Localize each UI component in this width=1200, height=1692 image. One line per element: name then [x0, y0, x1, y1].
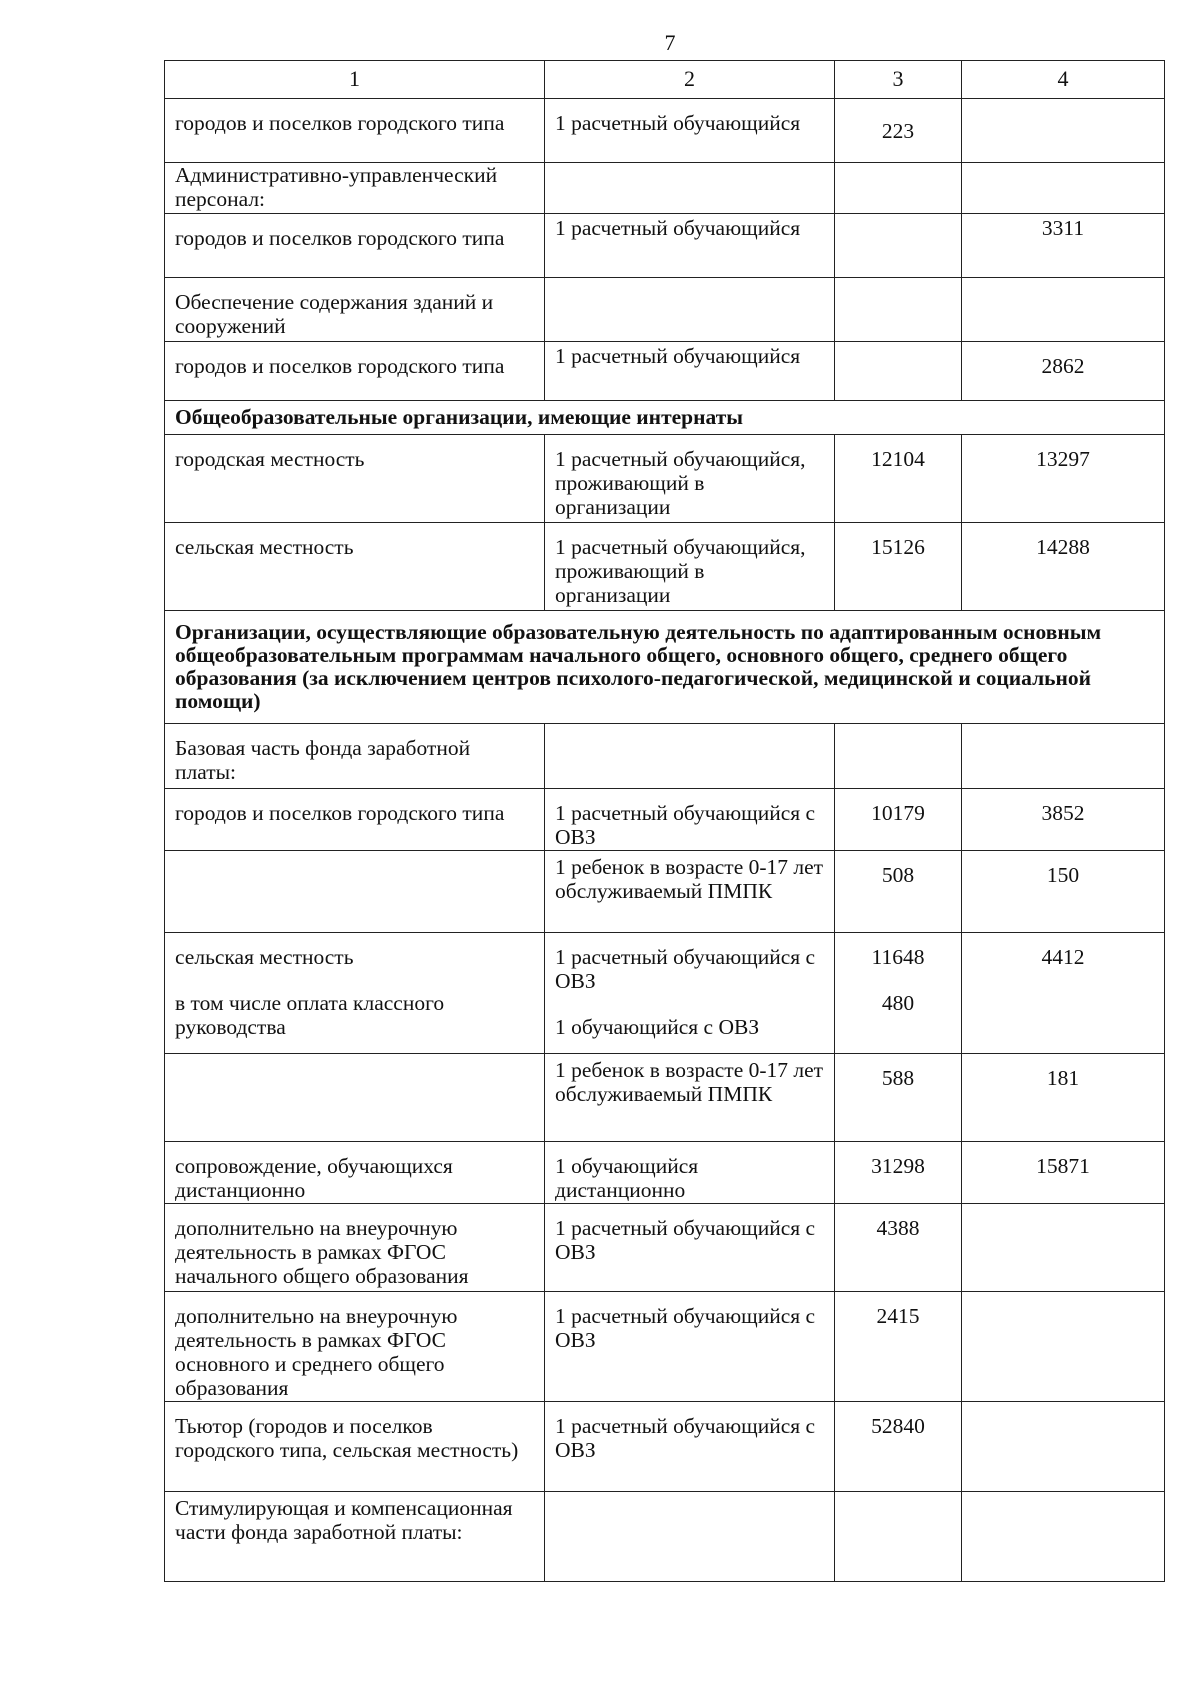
cell-value-3	[835, 342, 962, 401]
cell-category: сельская местность	[165, 523, 545, 611]
cell-unit: 1 расчетный обучающийся	[545, 99, 835, 163]
category-text: сельская местность	[175, 945, 354, 969]
table-row	[165, 1142, 1165, 1204]
value-text: 4412	[1041, 945, 1085, 969]
cell-value-3: 52840	[835, 1402, 962, 1492]
cell-value-3	[835, 278, 962, 342]
header-col-2: 2	[545, 61, 835, 99]
cell-unit: 1 расчетный обучающийся с ОВЗ	[545, 1402, 835, 1492]
section-header-row	[165, 611, 1165, 724]
cell-value-3	[835, 1492, 962, 1582]
cell-value-3: 31298	[835, 1142, 962, 1204]
cell-unit	[545, 278, 835, 342]
table-row	[165, 435, 1165, 523]
table-row	[165, 1204, 1165, 1292]
cell-category	[165, 851, 545, 933]
allocation-table	[164, 60, 1165, 1582]
cell-value-3: 4388	[835, 1204, 962, 1292]
cell-value-3	[835, 214, 962, 278]
cell-unit: 1 расчетный обучающийся, проживающий в организации	[545, 435, 835, 523]
cell-category: городов и поселков городского типа	[165, 342, 545, 401]
cell-value-4	[962, 163, 1165, 214]
cell-unit	[545, 163, 835, 214]
header-col-4: 4	[962, 61, 1165, 99]
section-title: Организации, осуществляющие образовательную деятельность по адаптированным основным общеобразовательным программам начального общего, основного общего, среднего общего образования (за исключением центров психолого-педагогической, медицинской и социальной помощи)	[165, 611, 1165, 724]
cell-unit: 1 расчетный обучающийся с ОВЗ	[545, 1292, 835, 1402]
cell-value-4	[962, 933, 1165, 1054]
value-subtext: 480	[881, 991, 915, 1015]
cell-category: Базовая часть фонда заработной платы:	[165, 724, 545, 789]
cell-category: городов и поселков городского типа	[165, 789, 545, 851]
table-row	[165, 523, 1165, 611]
cell-value-4	[962, 1402, 1165, 1492]
cell-category	[165, 1054, 545, 1142]
section-title: Общеобразовательные организации, имеющие интернаты	[165, 401, 1165, 435]
unit-text: 1 расчетный обучающийся с ОВЗ	[555, 945, 816, 993]
cell-value-3	[835, 724, 962, 789]
cell-value-3: 15126	[835, 523, 962, 611]
cell-value-4	[962, 1292, 1165, 1402]
cell-unit: 1 расчетный обучающийся	[545, 214, 835, 278]
table-row	[165, 724, 1165, 789]
cell-value-3	[835, 933, 962, 1054]
value-text: 11648	[871, 945, 925, 969]
cell-category: Административно-управленческий персонал:	[165, 163, 545, 214]
cell-value-4	[962, 1204, 1165, 1292]
table-row	[165, 214, 1165, 278]
cell-category	[165, 933, 545, 1054]
table-header-row	[165, 61, 1165, 99]
cell-value-4: 3311	[962, 214, 1165, 278]
cell-value-4: 2862	[962, 342, 1165, 401]
cell-value-3: 10179	[835, 789, 962, 851]
table-row	[165, 789, 1165, 851]
category-subtext: в том числе оплата классного руководства	[175, 991, 445, 1039]
table-row	[165, 1292, 1165, 1402]
cell-value-4: 13297	[962, 435, 1165, 523]
cell-category: Обеспечение содержания зданий и сооружений	[165, 278, 545, 342]
table-row	[165, 342, 1165, 401]
section-header-row	[165, 401, 1165, 435]
cell-category: городов и поселков городского типа	[165, 214, 545, 278]
cell-unit: 1 обучающийся дистанционно	[545, 1142, 835, 1204]
cell-value-4: 3852	[962, 789, 1165, 851]
table-row	[165, 1492, 1165, 1582]
cell-value-4: 14288	[962, 523, 1165, 611]
table-row	[165, 163, 1165, 214]
unit-subtext: 1 обучающийся с ОВЗ	[555, 1015, 760, 1039]
header-col-3: 3	[835, 61, 962, 99]
cell-value-4: 15871	[962, 1142, 1165, 1204]
page-number: 7	[664, 30, 676, 55]
cell-category: городская местность	[165, 435, 545, 523]
cell-value-4	[962, 724, 1165, 789]
header-col-1: 1	[165, 61, 545, 99]
cell-category: дополнительно на внеурочную деятельность в рамках ФГОС основного и среднего общего образования	[165, 1292, 545, 1402]
cell-category: городов и поселков городского типа	[165, 99, 545, 163]
cell-unit: 1 расчетный обучающийся с ОВЗ	[545, 1204, 835, 1292]
cell-unit: 1 ребенок в возрасте 0-17 лет обслуживаемый ПМПК	[545, 851, 835, 933]
cell-category: сопровождение, обучающихся дистанционно	[165, 1142, 545, 1204]
cell-unit	[545, 933, 835, 1054]
cell-value-3: 588	[835, 1054, 962, 1142]
cell-value-4	[962, 99, 1165, 163]
cell-value-3: 508	[835, 851, 962, 933]
cell-value-4	[962, 278, 1165, 342]
table-row	[165, 1402, 1165, 1492]
cell-value-4: 150	[962, 851, 1165, 933]
cell-value-4	[962, 1492, 1165, 1582]
cell-value-4: 181	[962, 1054, 1165, 1142]
cell-unit	[545, 1492, 835, 1582]
table-row	[165, 278, 1165, 342]
cell-unit: 1 расчетный обучающийся, проживающий в организации	[545, 523, 835, 611]
cell-value-3: 2415	[835, 1292, 962, 1402]
cell-category: дополнительно на внеурочную деятельность в рамках ФГОС начального общего образования	[165, 1204, 545, 1292]
cell-value-3: 223	[835, 99, 962, 163]
table-row	[165, 1054, 1165, 1142]
table-row	[165, 99, 1165, 163]
cell-value-3	[835, 163, 962, 214]
cell-unit: 1 расчетный обучающийся	[545, 342, 835, 401]
cell-category: Тьютор (городов и поселков городского типа, сельская местность)	[165, 1402, 545, 1492]
table-row	[165, 933, 1165, 1054]
cell-unit: 1 ребенок в возрасте 0-17 лет обслуживаемый ПМПК	[545, 1054, 835, 1142]
cell-value-3: 12104	[835, 435, 962, 523]
table-row	[165, 851, 1165, 933]
cell-unit	[545, 724, 835, 789]
cell-unit: 1 расчетный обучающийся с ОВЗ	[545, 789, 835, 851]
cell-category: Стимулирующая и компенсационная части фонда заработной платы:	[165, 1492, 545, 1582]
